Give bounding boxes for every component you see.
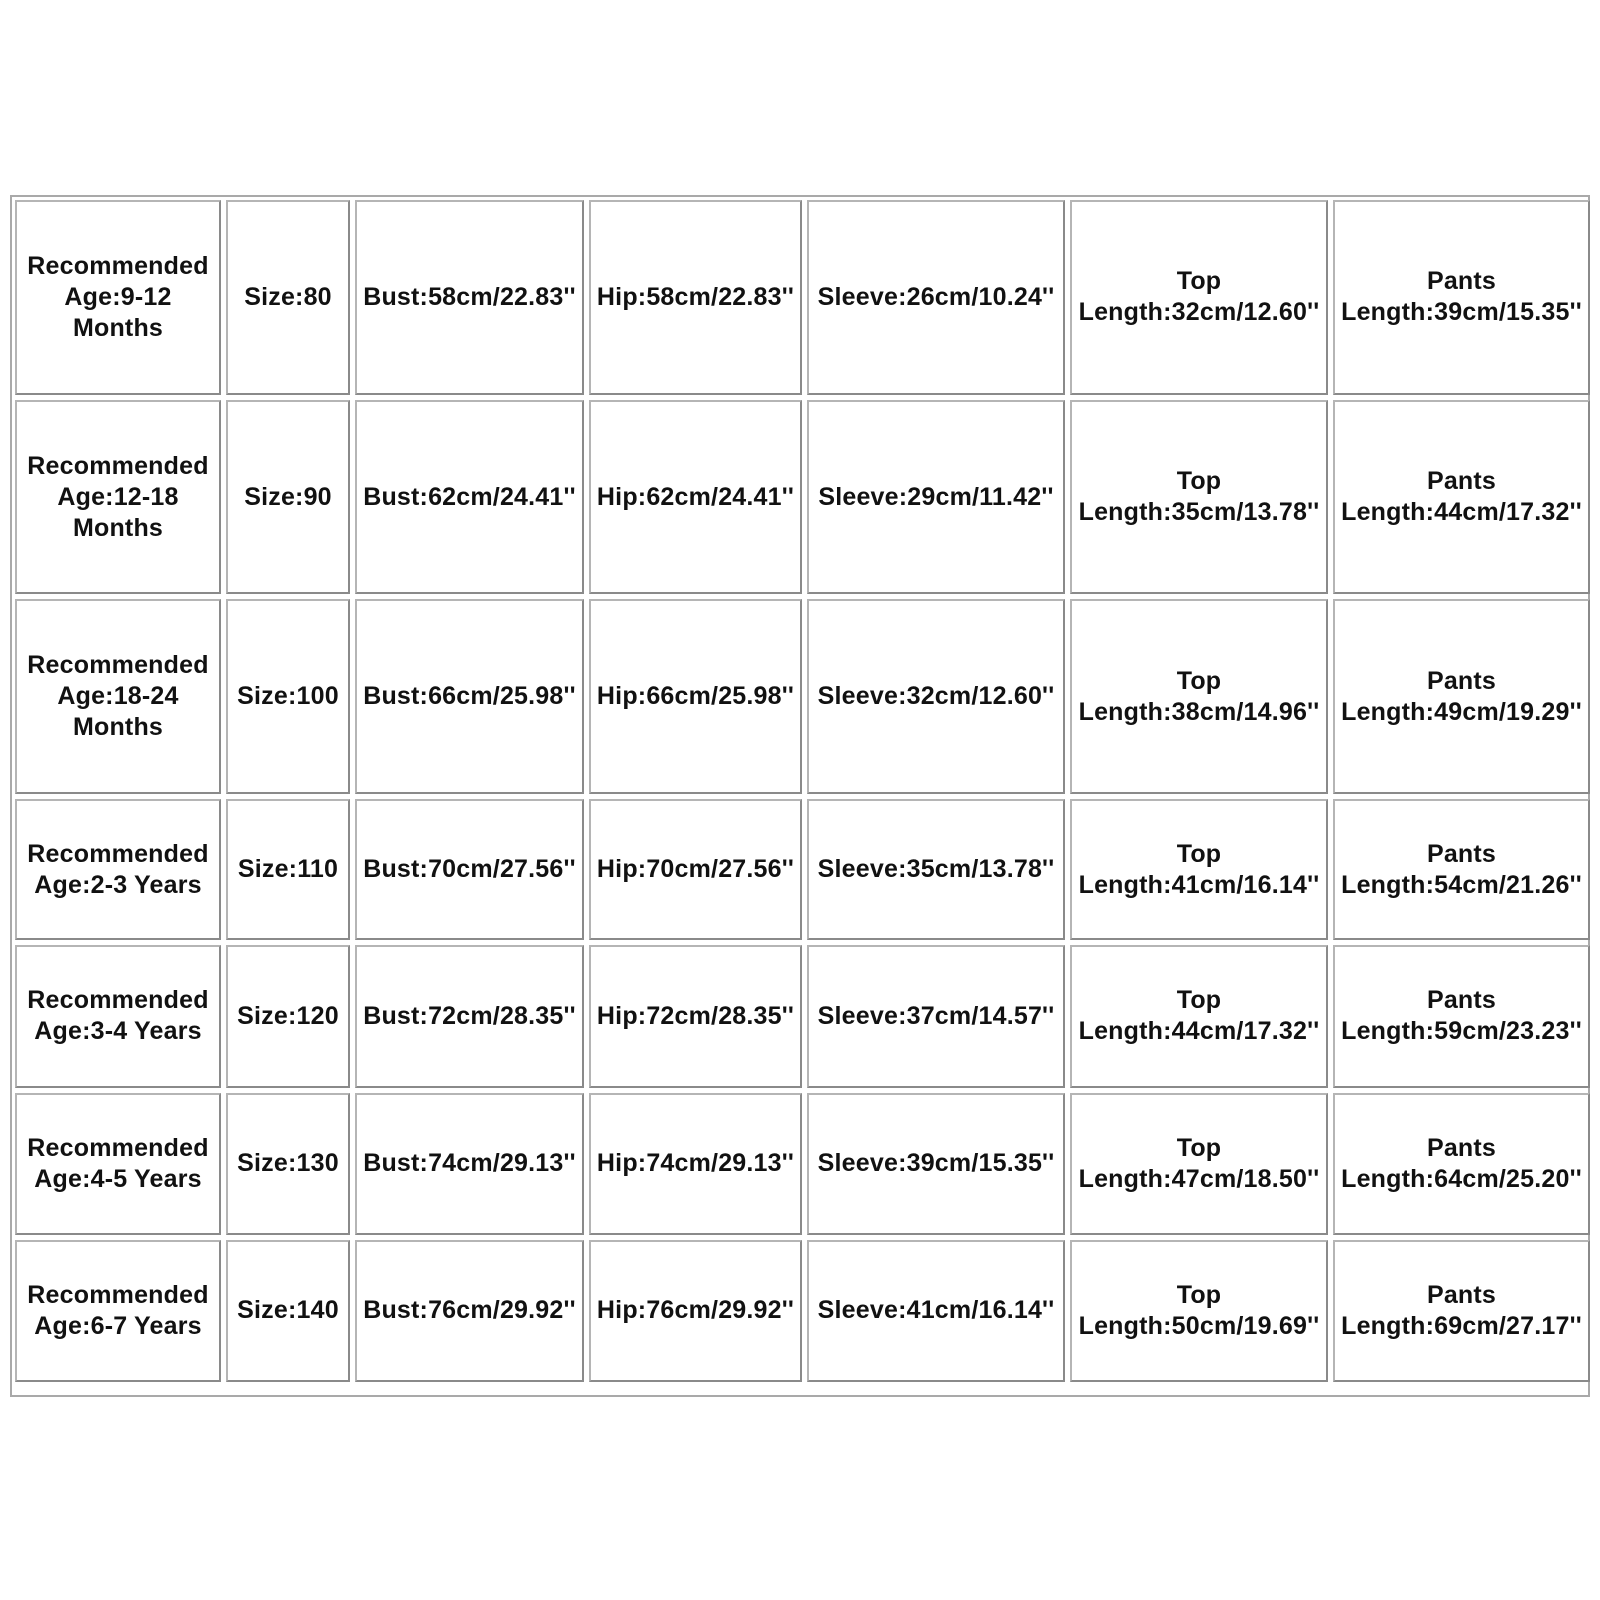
table-row [15, 945, 1590, 1087]
pants-length-cell: Pants Length:59cm/23.23'' [1333, 945, 1590, 1087]
pants-length-cell: Pants Length:64cm/25.20'' [1333, 1093, 1590, 1235]
pants-length-cell: Pants Length:69cm/27.17'' [1333, 1240, 1590, 1382]
size-cell: Size:90 [226, 400, 350, 595]
size-chart-frame [10, 195, 1590, 1397]
bust-cell: Bust:70cm/27.56'' [355, 799, 584, 940]
bust-cell: Bust:72cm/28.35'' [355, 945, 584, 1087]
top-length-cell: Top Length:38cm/14.96'' [1070, 599, 1328, 794]
sleeve-cell: Sleeve:26cm/10.24'' [807, 200, 1065, 395]
age-cell: Recommended Age:3-4 Years [15, 945, 221, 1087]
bust-cell: Bust:76cm/29.92'' [355, 1240, 584, 1382]
age-cell: Recommended Age:2-3 Years [15, 799, 221, 940]
bust-cell: Bust:58cm/22.83'' [355, 200, 584, 395]
top-length-cell: Top Length:41cm/16.14'' [1070, 799, 1328, 940]
hip-cell: Hip:58cm/22.83'' [589, 200, 802, 395]
table-row [15, 1240, 1590, 1382]
top-length-cell: Top Length:32cm/12.60'' [1070, 200, 1328, 395]
size-cell: Size:80 [226, 200, 350, 395]
table-row [15, 1093, 1590, 1235]
bust-cell: Bust:66cm/25.98'' [355, 599, 584, 794]
hip-cell: Hip:70cm/27.56'' [589, 799, 802, 940]
size-cell: Size:140 [226, 1240, 350, 1382]
age-cell: Recommended Age:18-24 Months [15, 599, 221, 794]
table-row [15, 799, 1590, 940]
sleeve-cell: Sleeve:37cm/14.57'' [807, 945, 1065, 1087]
hip-cell: Hip:76cm/29.92'' [589, 1240, 802, 1382]
sleeve-cell: Sleeve:32cm/12.60'' [807, 599, 1065, 794]
pants-length-cell: Pants Length:54cm/21.26'' [1333, 799, 1590, 940]
top-length-cell: Top Length:44cm/17.32'' [1070, 945, 1328, 1087]
table-row [15, 200, 1590, 395]
top-length-cell: Top Length:47cm/18.50'' [1070, 1093, 1328, 1235]
size-chart-table [10, 195, 1595, 1387]
age-cell: Recommended Age:6-7 Years [15, 1240, 221, 1382]
size-cell: Size:110 [226, 799, 350, 940]
hip-cell: Hip:74cm/29.13'' [589, 1093, 802, 1235]
age-cell: Recommended Age:4-5 Years [15, 1093, 221, 1235]
sleeve-cell: Sleeve:39cm/15.35'' [807, 1093, 1065, 1235]
hip-cell: Hip:62cm/24.41'' [589, 400, 802, 595]
pants-length-cell: Pants Length:39cm/15.35'' [1333, 200, 1590, 395]
sleeve-cell: Sleeve:41cm/16.14'' [807, 1240, 1065, 1382]
hip-cell: Hip:66cm/25.98'' [589, 599, 802, 794]
age-cell: Recommended Age:9-12 Months [15, 200, 221, 395]
size-cell: Size:100 [226, 599, 350, 794]
table-row [15, 400, 1590, 595]
sleeve-cell: Sleeve:29cm/11.42'' [807, 400, 1065, 595]
top-length-cell: Top Length:50cm/19.69'' [1070, 1240, 1328, 1382]
size-cell: Size:130 [226, 1093, 350, 1235]
sleeve-cell: Sleeve:35cm/13.78'' [807, 799, 1065, 940]
age-cell: Recommended Age:12-18 Months [15, 400, 221, 595]
table-row [15, 599, 1590, 794]
size-cell: Size:120 [226, 945, 350, 1087]
hip-cell: Hip:72cm/28.35'' [589, 945, 802, 1087]
top-length-cell: Top Length:35cm/13.78'' [1070, 400, 1328, 595]
pants-length-cell: Pants Length:49cm/19.29'' [1333, 599, 1590, 794]
bust-cell: Bust:74cm/29.13'' [355, 1093, 584, 1235]
pants-length-cell: Pants Length:44cm/17.32'' [1333, 400, 1590, 595]
bust-cell: Bust:62cm/24.41'' [355, 400, 584, 595]
